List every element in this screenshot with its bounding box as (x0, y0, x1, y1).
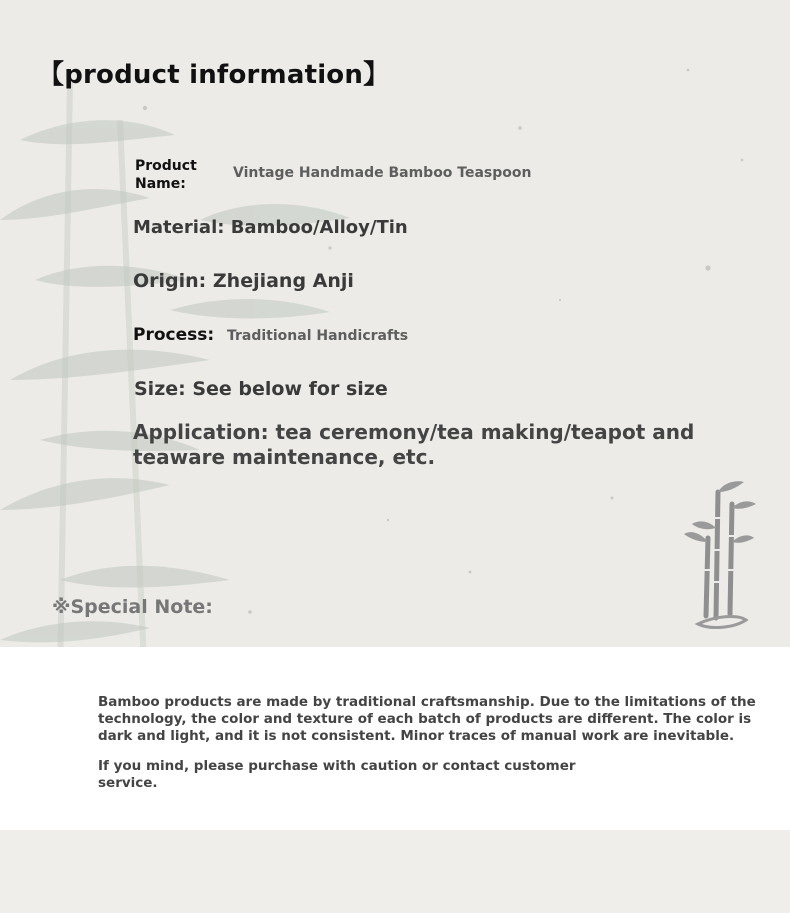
application-line2: teaware maintenance, etc. (133, 445, 436, 469)
process-value: Traditional Handicrafts (227, 328, 409, 344)
page-title: 【product information】 (38, 60, 390, 90)
material-text: Material: Bamboo/Alloy/Tin (133, 217, 408, 238)
note-p2-line1: If you mind, please purchase with caution or contact customer (98, 758, 576, 774)
note-p2-line2: service. (98, 775, 158, 791)
product-name-value: Vintage Handmade Bamboo Teaspoon (233, 165, 532, 181)
bamboo-stalk-icon (684, 478, 756, 630)
special-note-title: ※Special Note: (52, 596, 213, 618)
product-name-label-line2: Name: (135, 176, 186, 192)
product-name-label (135, 157, 197, 193)
product-name-label-line1: Product (135, 158, 197, 174)
note-p1-line1: Bamboo products are made by traditional craftsmanship. Due to the limitations of the (98, 694, 756, 710)
application-line1: Application: tea ceremony/tea making/teapot and (133, 420, 695, 444)
application-text (133, 420, 694, 470)
special-note-paragraph-2 (98, 758, 576, 792)
size-text: Size: See below for size (134, 378, 388, 400)
origin-text: Origin: Zhejiang Anji (133, 270, 354, 292)
bottom-band (0, 830, 790, 913)
process-label: Process: (133, 325, 215, 345)
special-note-paragraph-1 (98, 694, 756, 745)
note-p1-line2: technology, the color and texture of each batch of products are different. The color is (98, 711, 752, 727)
note-p1-line3: dark and light, and it is not consistent. Minor traces of manual work are inevitable. (98, 728, 735, 744)
